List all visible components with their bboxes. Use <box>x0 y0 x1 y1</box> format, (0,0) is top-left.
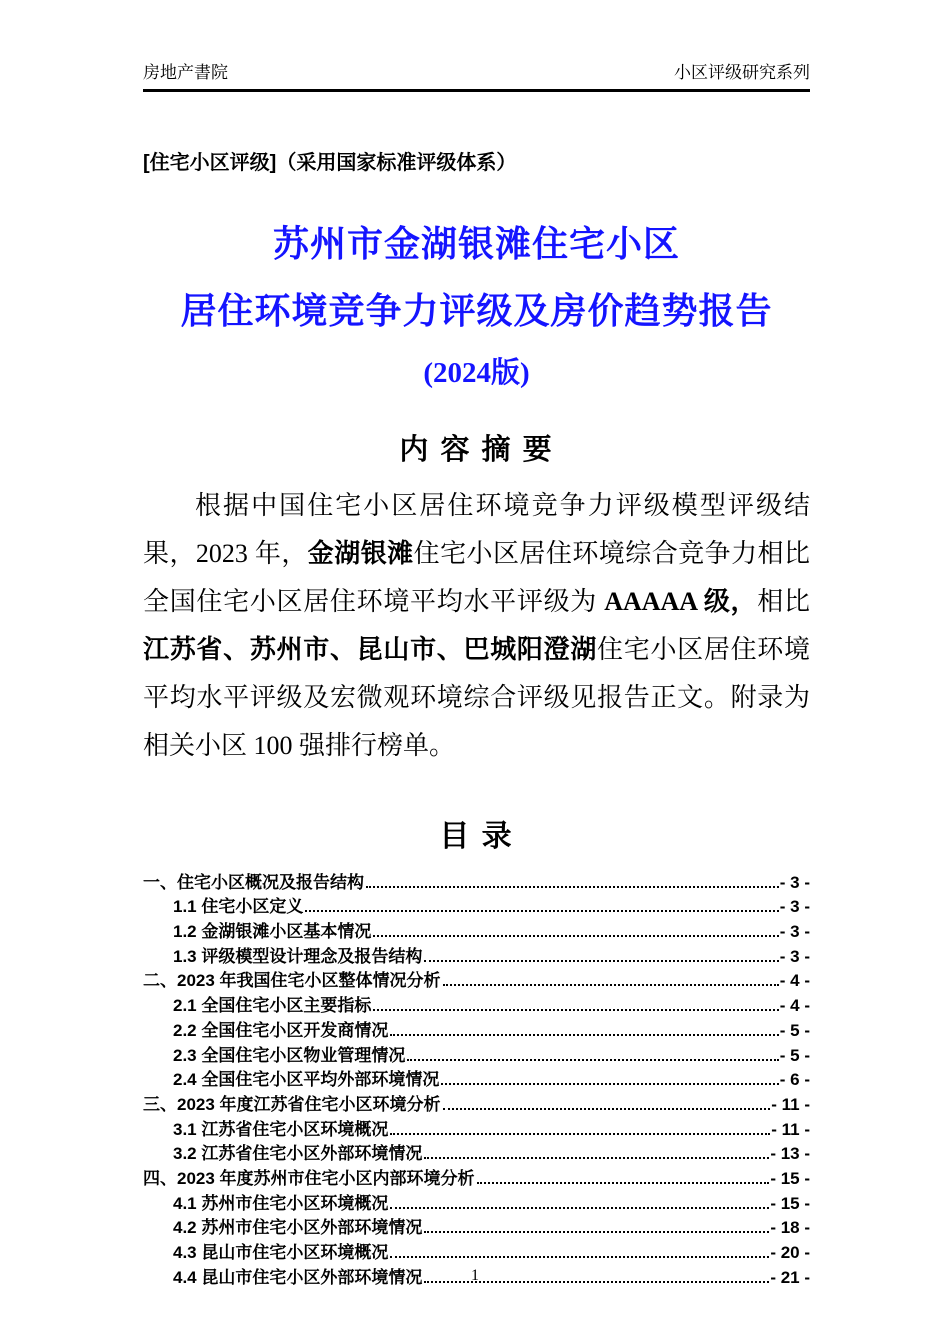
toc-entry-page: - 11 - <box>771 1119 810 1139</box>
toc-dot-leader <box>373 935 778 937</box>
toc-dot-leader <box>443 984 779 986</box>
toc-entry-page: - 21 - <box>770 1267 810 1287</box>
toc-entry-label: 1.1 住宅小区定义 <box>173 897 304 917</box>
toc-entry[interactable] <box>143 868 810 893</box>
toc-entry[interactable] <box>143 1189 810 1214</box>
toc-dot-leader <box>424 960 778 962</box>
toc-entry-page: - 11 - <box>771 1094 810 1114</box>
toc-dot-leader <box>443 1108 771 1110</box>
toc-entry[interactable] <box>143 942 810 967</box>
toc-entry-label: 2.3 全国住宅小区物业管理情况 <box>173 1045 406 1065</box>
abstract-segment: 相比 <box>757 587 810 616</box>
abstract-paragraph <box>143 482 810 770</box>
abstract-segment: 江苏省、苏州市、昆山市、巴城阳澄湖 <box>143 635 598 664</box>
toc-entry-page: - 18 - <box>770 1218 810 1238</box>
toc-entry-label: 3.2 江苏省住宅小区外部环境情况 <box>173 1144 423 1164</box>
toc-entry-label: 4.1 苏州市住宅小区环境概况 <box>173 1193 389 1213</box>
toc-entry-label: 4.2 苏州市住宅小区外部环境情况 <box>173 1218 423 1238</box>
toc-entry[interactable] <box>143 991 810 1016</box>
toc-entry-label: 2.2 全国住宅小区开发商情况 <box>173 1020 389 1040</box>
page-header <box>143 0 810 92</box>
toc-dot-leader <box>373 1009 778 1011</box>
toc-entry[interactable] <box>143 1066 810 1091</box>
report-title-line2: 居住环境竞争力评级及房价趋势报告 <box>180 291 773 331</box>
toc-entry-page: - 3 - <box>779 897 810 917</box>
toc-entry-page: - 15 - <box>770 1193 810 1213</box>
toc-entry-label: 2.4 全国住宅小区平均外部环境情况 <box>173 1070 440 1090</box>
toc-entry-page: - 6 - <box>779 1070 810 1090</box>
toc-entry-page: - 20 - <box>770 1243 810 1262</box>
toc-dot-leader <box>390 1207 769 1209</box>
abstract-segment: 金湖银滩 <box>307 539 414 568</box>
toc-dot-leader <box>390 1256 769 1258</box>
toc-dot-leader <box>366 886 779 888</box>
header-left-text: 房地产書院 <box>143 63 228 82</box>
toc-entry-page: - 4 - <box>779 996 810 1016</box>
page-number: 1 <box>471 1267 479 1284</box>
toc-entry-page: - 3 - <box>779 946 810 966</box>
toc-heading: 目 录 <box>439 820 514 853</box>
toc-entry-page: - 15 - <box>770 1168 810 1188</box>
toc-entry-page: - 13 - <box>770 1144 810 1164</box>
toc-entry-label: 1.2 金湖银滩小区基本情况 <box>173 922 372 942</box>
toc-dot-leader <box>390 1133 770 1135</box>
toc-entry-label: 三、2023 年度江苏省住宅小区环境分析 <box>143 1094 441 1114</box>
toc-entry[interactable] <box>143 1238 810 1263</box>
toc-dot-leader <box>441 1083 778 1085</box>
toc-entry-label: 4.3 昆山市住宅小区环境概况 <box>173 1243 389 1262</box>
abstract-segment: 住宅小区居住环境综合竞争力相比全国住宅小区居住环境平均水平评级为 <box>143 539 810 616</box>
toc-dot-leader <box>390 1034 778 1036</box>
toc-dot-leader <box>305 910 778 912</box>
toc-dot-leader <box>407 1059 778 1061</box>
toc-entry-label: 一、住宅小区概况及报告结构 <box>143 872 364 892</box>
toc-entry-page: - 3 - <box>779 922 810 942</box>
rating-system-tagline: [住宅小区评级]（采用国家标准评级体系） <box>143 152 517 174</box>
toc-dot-leader <box>424 1231 769 1233</box>
toc-dot-leader <box>424 1157 769 1159</box>
toc-entry-page: - 5 - <box>779 1045 810 1065</box>
toc-entry-label: 4.4 昆山市住宅小区外部环境情况 <box>173 1267 423 1287</box>
toc-entry[interactable] <box>143 917 810 942</box>
abstract-segment: 根据中国住宅小区居住环境竞争力评级模型评级结果，2023 年， <box>143 491 810 568</box>
toc-entry-label: 2.1 全国住宅小区主要指标 <box>173 996 372 1016</box>
toc-entry-page: - 5 - <box>779 1020 810 1040</box>
table-of-contents <box>143 868 810 1288</box>
toc-entry[interactable] <box>143 1016 810 1041</box>
report-title-line1: 苏州市金湖银滩住宅小区 <box>272 224 680 264</box>
report-title-block <box>143 222 810 391</box>
toc-entry-label: 二、2023 年我国住宅小区整体情况分析 <box>143 971 441 991</box>
toc-entry-label: 1.3 评级模型设计理念及报告结构 <box>173 946 423 966</box>
toc-entry-label: 四、2023 年度苏州市住宅小区内部环境分析 <box>143 1168 475 1188</box>
toc-entry[interactable] <box>143 893 810 918</box>
abstract-segment: 住宅小区居住环境平均水平评级及宏微观环境综合评级见报告正文。附录为相关小区 100 强排行榜单。 <box>143 635 810 760</box>
abstract-heading: 内 容 摘 要 <box>399 434 554 466</box>
toc-entry[interactable] <box>143 1041 810 1066</box>
toc-entry[interactable] <box>143 1140 810 1165</box>
toc-entry-page: - 4 - <box>779 971 810 991</box>
header-right-text: 小区评级研究系列 <box>674 63 810 82</box>
toc-entry[interactable] <box>143 1164 810 1189</box>
toc-entry-page: - 3 - <box>779 872 810 892</box>
report-title-edition: (2024版) <box>423 357 530 389</box>
toc-entry-label: 3.1 江苏省住宅小区环境概况 <box>173 1119 389 1139</box>
toc-entry[interactable] <box>143 1115 810 1140</box>
toc-entry[interactable] <box>143 967 810 992</box>
toc-entry[interactable] <box>143 1090 810 1115</box>
abstract-segment: AAAAA 级， <box>604 587 758 616</box>
toc-dot-leader <box>477 1182 770 1184</box>
toc-entry[interactable] <box>143 1214 810 1239</box>
